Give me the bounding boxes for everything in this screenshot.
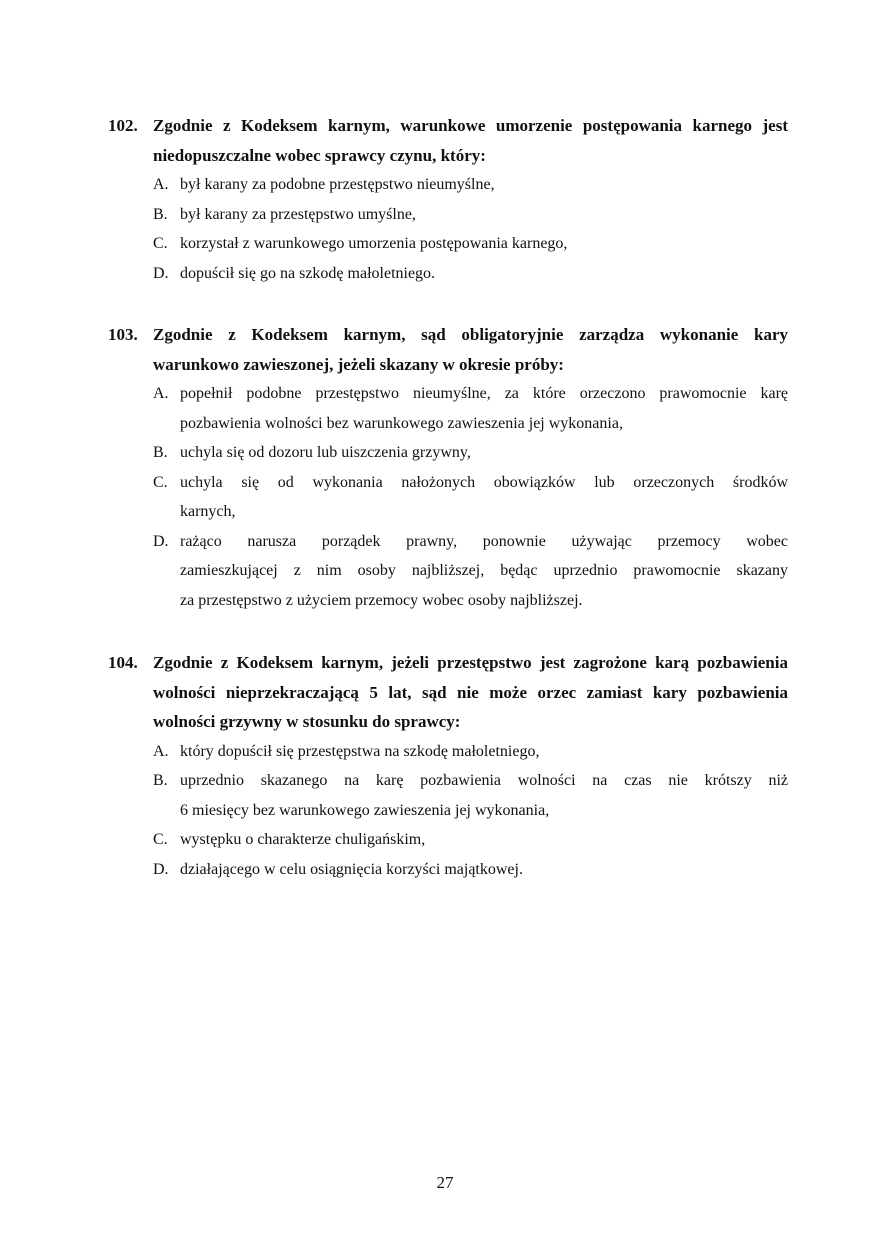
option-text: uprzednio skazanego na karę pozbawienia wolności na czas nie krótszy niż: [180, 772, 788, 789]
question-number: 103.: [108, 325, 138, 344]
option-letter: B.: [153, 205, 168, 223]
answer-options: [153, 737, 788, 885]
page-number: 27: [436, 1173, 454, 1192]
question-number: 104.: [108, 653, 138, 672]
question-number: 102.: [108, 116, 138, 135]
option-text: za przestępstwo z użyciem przemocy wobec osoby najbliższej.: [180, 591, 583, 609]
question-text-line: wolności nieprzekraczającą 5 lat, sąd nie może orzec zamiast kary pozbawienia: [153, 682, 788, 702]
option-c: [153, 468, 788, 527]
option-d: [153, 527, 788, 616]
option-letter: C.: [153, 831, 168, 848]
option-text: rażąco narusza porządek prawny, ponownie używając przemocy wobec: [180, 532, 788, 550]
option-text: 6 miesięcy bez warunkowego zawieszenia jej wykonania,: [180, 801, 550, 819]
option-letter: C.: [153, 473, 168, 491]
option-b: [153, 766, 788, 825]
question-text-line: Zgodnie z Kodeksem karnym, jeżeli przestępstwo jest zagrożone karą pozbawienia: [153, 653, 788, 672]
question-text-line: Zgodnie z Kodeksem karnym, sąd obligatoryjnie zarządza wykonanie kary: [153, 325, 788, 344]
question-103: [108, 320, 788, 615]
option-text: występku o charakterze chuligańskim,: [180, 831, 426, 848]
option-text: który dopuścił się przestępstwa na szkodę małoletniego,: [180, 742, 540, 760]
option-text: dopuścił się go na szkodę małoletniego.: [180, 264, 436, 282]
option-c: [153, 229, 788, 259]
question-104: [108, 648, 788, 884]
option-a: [153, 379, 788, 438]
option-letter: A.: [153, 385, 169, 402]
option-a: [153, 737, 788, 767]
option-text: uchyla się od wykonania nałożonych obowiązków lub orzeczonych środków: [180, 473, 788, 491]
option-text: karnych,: [180, 503, 236, 520]
option-d: [153, 259, 788, 289]
question-text-line: wolności grzywny w stosunku do sprawcy:: [153, 712, 461, 731]
option-d: [153, 855, 788, 885]
option-letter: D.: [153, 860, 169, 878]
option-letter: B.: [153, 444, 168, 461]
option-letter: B.: [153, 772, 168, 789]
option-text: uchyla się od dozoru lub uiszczenia grzywny,: [180, 444, 471, 461]
option-text: zamieszkującej z nim osoby najbliższej, będąc uprzednio prawomocnie skazany: [180, 562, 788, 579]
option-letter: D.: [153, 264, 169, 282]
option-text: był karany za przestępstwo umyślne,: [180, 205, 416, 223]
question-text-line: warunkowo zawieszonej, jeżeli skazany w okresie próby:: [153, 354, 564, 374]
option-letter: A.: [153, 176, 169, 193]
question-102: [108, 111, 788, 288]
option-c: [153, 825, 788, 855]
option-text: korzystał z warunkowego umorzenia postępowania karnego,: [180, 235, 568, 252]
answer-options: [153, 170, 788, 288]
option-text: popełnił podobne przestępstwo nieumyślne, za które orzeczono prawomocnie karę: [180, 385, 788, 402]
option-text: działającego w celu osiągnięcia korzyści majątkowej.: [180, 860, 523, 878]
option-letter: C.: [153, 235, 168, 252]
option-a: [153, 170, 788, 200]
question-stem: [108, 320, 788, 379]
question-text-line: Zgodnie z Kodeksem karnym, warunkowe umorzenie postępowania karnego jest: [153, 116, 788, 135]
question-stem: [108, 111, 788, 170]
question-stem: [108, 648, 788, 737]
option-text: był karany za podobne przestępstwo nieumyślne,: [180, 176, 495, 193]
option-letter: D.: [153, 532, 169, 550]
option-b: [153, 200, 788, 230]
option-letter: A.: [153, 742, 169, 760]
option-text: pozbawienia wolności bez warunkowego zawieszenia jej wykonania,: [180, 414, 623, 432]
option-b: [153, 438, 788, 468]
question-text-line: niedopuszczalne wobec sprawcy czynu, który:: [153, 145, 486, 165]
answer-options: [153, 379, 788, 615]
